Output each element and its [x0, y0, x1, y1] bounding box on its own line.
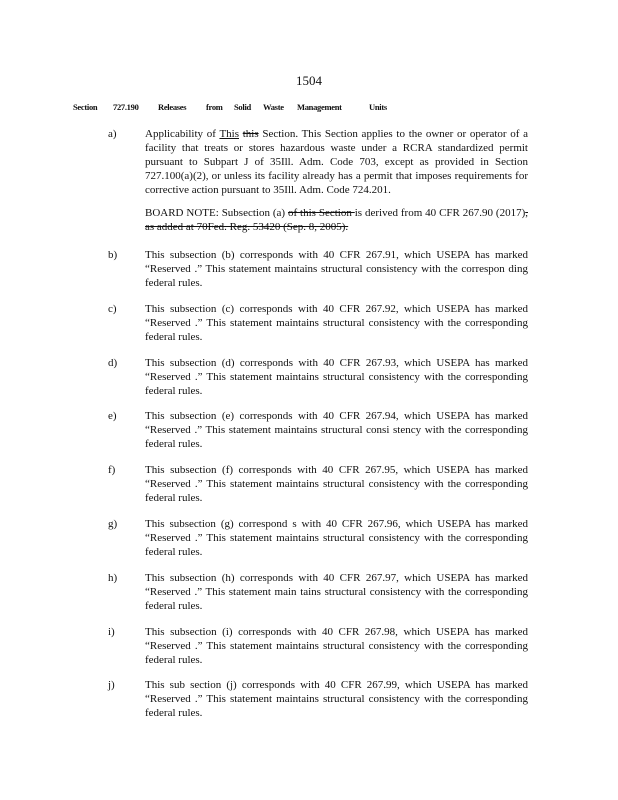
- heading-title-word: Releases: [158, 102, 187, 112]
- subsection-letter: e): [108, 410, 117, 422]
- deleted-text: of this Section: [287, 207, 355, 219]
- subsection-h: [108, 571, 528, 613]
- text-segment: is derived from 40 CFR 267.90 (2017): [354, 207, 526, 219]
- deleted-text: , as added at 70Fed. Reg. 53420 (Sep. 8, 2005).: [145, 207, 528, 233]
- subsection-letter: g): [108, 518, 118, 530]
- board-note: [145, 206, 528, 234]
- subsection-j: [108, 678, 528, 720]
- heading-title-word: Management: [297, 102, 342, 112]
- subsection-text: This subsection (d) corresponds with 40 CFR 267.93, which USEPA has marked “Reserved .” This statement maintains structural consistency with the corresponding federal rules.: [145, 357, 528, 397]
- subsection-a: [108, 127, 528, 234]
- heading-title-word: from: [206, 102, 223, 112]
- subsection-letter: c): [108, 303, 117, 315]
- subsection-letter: i): [108, 626, 115, 638]
- heading-section-number: 727.190: [113, 102, 139, 112]
- subsection-c: [108, 302, 528, 344]
- subsection-i: [108, 625, 528, 667]
- subsection-letter: j): [108, 679, 115, 691]
- subsection-letter: b): [108, 249, 118, 261]
- subsection-text: This subsection (i) corresponds with 40 CFR 267.98, which USEPA has marked “Reserved .” This statement maintains structural consistency with the corresponding federal rules.: [145, 626, 528, 666]
- inserted-text: This: [219, 128, 239, 140]
- text-segment: Section. This Section applies to the owner or operator of a facility that treats or stores hazardous waste under a RCRA standardized permit pursuant to Subpart J of 35Ill. Adm. Code 703, except as provided in Section 727.100(a)(2), or unless its facility already has a permit that imposes requirements for corrective action pursuant to 35Ill. Adm. Code 724.201.: [145, 128, 529, 196]
- heading-section-label: Section: [73, 102, 98, 112]
- text-segment: Applicability of: [145, 128, 220, 140]
- page-number: 1504: [296, 73, 322, 88]
- subsection-letter: h): [108, 572, 118, 584]
- subsection-letter: f): [108, 464, 116, 476]
- subsection-text: This subsection (b) corresponds with 40 CFR 267.91, which USEPA has marked “Reserved .” This statement maintains structural consistency with the correspon ding federal rules.: [145, 249, 528, 289]
- text-segment: BOARD NOTE: Subsection (a): [145, 207, 288, 219]
- subsection-d: [108, 356, 528, 398]
- subsection-letter: d): [108, 357, 118, 369]
- heading-title-word: Units: [369, 102, 387, 112]
- deleted-text: this: [242, 128, 259, 140]
- subsection-text: [145, 127, 528, 197]
- subsection-text: This subsection (c) corresponds with 40 CFR 267.92, which USEPA has marked “Reserved .” This statement maintains structural consistency with the corresponding federal rules.: [145, 303, 528, 343]
- subsection-text: This subsection (e) corresponds with 40 CFR 267.94, which USEPA has marked “Reserved .” This statement maintains structural consi stency with the corresponding federal rules.: [145, 410, 528, 450]
- subsection-text: This subsection (f) corresponds with 40 CFR 267.95, which USEPA has marked “Reserved .” This statement maintains structural consistency with the corresponding federal rules.: [145, 464, 528, 504]
- subsection-b: [108, 248, 528, 290]
- heading-title-word: Waste: [263, 102, 284, 112]
- subsection-text: This subsection (g) correspond s with 40 CFR 267.96, which USEPA has marked “Reserved .” This statement maintains structural consistency with the corresponding federal rules.: [145, 518, 528, 558]
- subsection-letter: a): [108, 128, 117, 140]
- subsection-text: This subsection (h) corresponds with 40 CFR 267.97, which USEPA has marked “Reserved .” This statement main tains structural consistency with the corresponding federal rules.: [145, 572, 528, 612]
- heading-title-word: Solid: [234, 102, 251, 112]
- subsection-text: This sub section (j) corresponds with 40 CFR 267.99, which USEPA has marked “Reserved .” This statement maintains structural consistency with the corresponding federal rules.: [145, 679, 528, 719]
- subsection-e: [108, 409, 528, 451]
- subsection-g: [108, 517, 528, 559]
- subsection-f: [108, 463, 528, 505]
